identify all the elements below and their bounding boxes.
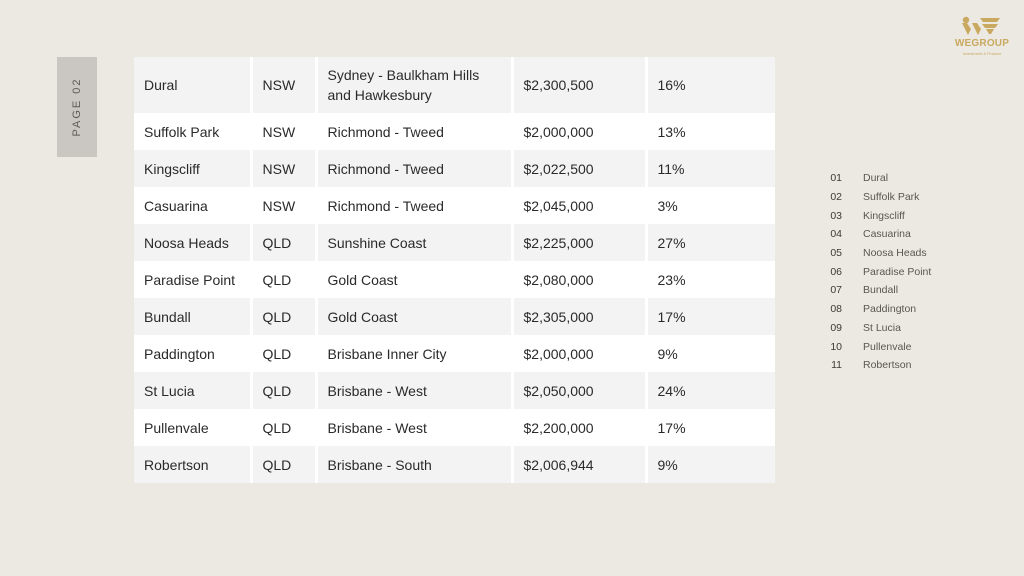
state-cell: NSW [251,57,316,113]
growth-cell: 24% [646,372,775,409]
suburb-cell: Casuarina [134,187,251,224]
suburb-cell: Noosa Heads [134,224,251,261]
price-cell: $2,022,500 [512,150,646,187]
state-cell: NSW [251,150,316,187]
suburb-cell: Pullenvale [134,409,251,446]
region-cell: Brisbane - West [316,372,512,409]
index-item [820,206,931,225]
table-row [134,372,775,409]
logo-tagline: Investment & Finance [962,51,1002,56]
index-number: 08 [830,303,842,316]
table-row [134,224,775,261]
region-cell: Sunshine Coast [316,224,512,261]
index-suburb-name: Pullenvale [863,340,912,353]
index-suburb-name: Kingscliff [863,209,905,222]
index-suburb-name: Noosa Heads [863,247,927,260]
index-item [820,169,931,188]
price-cell: $2,225,000 [512,224,646,261]
suburb-cell: Dural [134,57,251,113]
table-row [134,298,775,335]
suburb-cell: Kingscliff [134,150,251,187]
index-item [820,356,931,375]
table-row [134,57,775,113]
suburb-cell: Suffolk Park [134,113,251,150]
index-suburb-name: Suffolk Park [863,191,920,204]
index-number: 07 [830,284,842,297]
state-cell: QLD [251,372,316,409]
state-cell: QLD [251,335,316,372]
index-number: 09 [830,321,842,334]
state-cell: QLD [251,409,316,446]
table-row [134,113,775,150]
state-cell: QLD [251,261,316,298]
index-number: 04 [830,228,842,241]
table-row [134,409,775,446]
logo-mark-icon [950,14,1014,38]
index-item [820,244,931,263]
index-number: 01 [830,172,842,185]
region-cell: Brisbane - South [316,446,512,483]
growth-cell: 13% [646,113,775,150]
suburb-index-list [820,169,931,375]
price-cell: $2,050,000 [512,372,646,409]
growth-cell: 27% [646,224,775,261]
index-item [820,262,931,281]
table-row [134,446,775,483]
growth-cell: 3% [646,187,775,224]
suburb-cell: Bundall [134,298,251,335]
index-number: 06 [830,265,842,278]
table-row [134,261,775,298]
state-cell: QLD [251,298,316,335]
region-cell: Gold Coast [316,298,512,335]
logo-wordmark: WEGROUP [954,38,1010,49]
index-number: 11 [831,359,842,372]
suburb-cell: Paddington [134,335,251,372]
index-item [820,300,931,319]
page-tab [57,57,97,157]
price-cell: $2,045,000 [512,187,646,224]
suburb-cell: Robertson [134,446,251,483]
growth-cell: 17% [646,409,775,446]
region-cell: Brisbane Inner City [316,335,512,372]
suburb-table [134,57,775,483]
suburb-table-container [134,57,775,482]
price-cell: $2,305,000 [512,298,646,335]
price-cell: $2,300,500 [512,57,646,113]
suburb-cell: St Lucia [134,372,251,409]
table-row [134,187,775,224]
index-suburb-name: Bundall [863,284,899,297]
index-suburb-name: Casuarina [863,228,911,241]
price-cell: $2,000,000 [512,335,646,372]
index-suburb-name: St Lucia [863,321,901,334]
index-item [820,225,931,244]
growth-cell: 9% [646,335,775,372]
table-row [134,150,775,187]
index-suburb-name: Robertson [863,359,912,372]
page-number-label: PAGE 02 [71,77,83,137]
state-cell: QLD [251,446,316,483]
index-item [820,188,931,207]
index-item [820,337,931,356]
region-cell: Richmond - Tweed [316,150,512,187]
state-cell: QLD [251,224,316,261]
index-suburb-name: Paddington [863,303,917,316]
index-number: 10 [830,340,842,353]
growth-cell: 16% [646,57,775,113]
region-cell: Richmond - Tweed [316,187,512,224]
table-row [134,335,775,372]
region-cell: Sydney - Baulkham Hills and Hawkesbury [316,57,512,113]
index-item [820,281,931,300]
growth-cell: 9% [646,446,775,483]
region-cell: Gold Coast [316,261,512,298]
index-number: 03 [830,209,842,222]
index-suburb-name: Paradise Point [863,265,932,278]
price-cell: $2,000,000 [512,113,646,150]
suburb-cell: Paradise Point [134,261,251,298]
growth-cell: 17% [646,298,775,335]
growth-cell: 11% [646,150,775,187]
suburb-table-body [134,57,775,483]
state-cell: NSW [251,113,316,150]
index-suburb-name: Dural [863,172,889,185]
growth-cell: 23% [646,261,775,298]
state-cell: NSW [251,187,316,224]
region-cell: Richmond - Tweed [316,113,512,150]
index-number: 05 [830,247,842,260]
price-cell: $2,006,944 [512,446,646,483]
price-cell: $2,080,000 [512,261,646,298]
index-number: 02 [830,191,842,204]
price-cell: $2,200,000 [512,409,646,446]
index-item [820,319,931,338]
region-cell: Brisbane - West [316,409,512,446]
company-logo [950,14,1014,60]
